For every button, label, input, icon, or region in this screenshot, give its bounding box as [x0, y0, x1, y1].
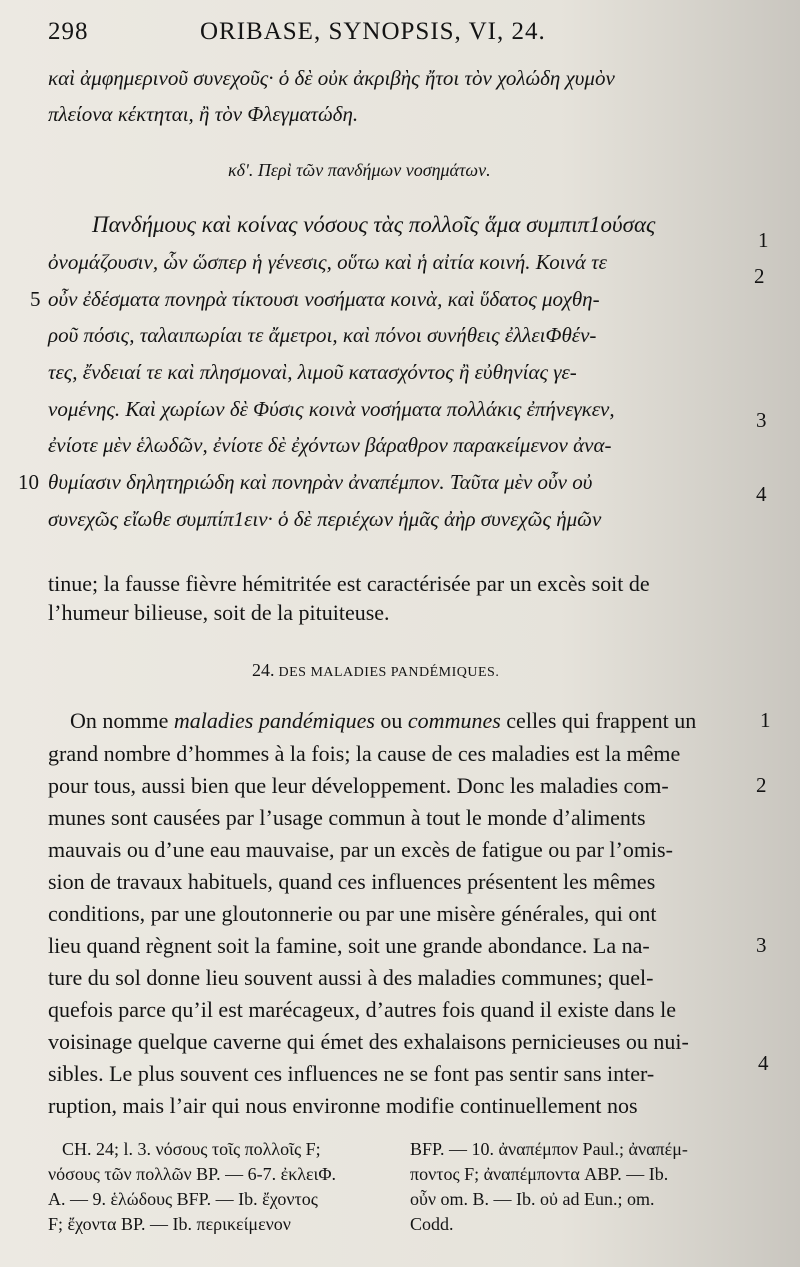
greek-line: θυμίασιν δηλητηριώδη καὶ πονηρὰν ἀναπέμπον. Ταῦτα μὲν οὖν οὐ	[48, 470, 593, 494]
french-line: conditions, par une gloutonnerie ou par une misère générales, qui ont	[48, 901, 657, 926]
term-maladies-pandemiques: maladies pandémiques	[173, 708, 375, 733]
greek-margin-number: 4	[756, 482, 767, 506]
greek-line: ροῦ πόσις, ταλαιπωρίαι τε ἄμετροι, καὶ πόνοι συνήθεις ἐλλειΦθέν-	[48, 323, 597, 347]
greek-line: ἐνίοτε μὲν ἑλωδῶν, ἐνίοτε δὲ ἐχόντων βάραθρον παρακείμενον ἀνα-	[48, 433, 612, 457]
greek-margin-number: 2	[754, 264, 765, 288]
greek-line-number: 10	[18, 470, 39, 494]
running-title: ORIBASE, SYNOPSIS, VI, 24.	[200, 18, 546, 45]
french-margin-number: 2	[756, 773, 767, 797]
french-margin-number: 1	[760, 708, 771, 732]
french-line: voisinage quelque caverne qui émet des exhalaisons pernicieuses ou nui-	[48, 1029, 689, 1054]
footnote-line: F; ἔχοντα BP. — Ib. περικείμενον	[48, 1214, 291, 1234]
greek-margin-number: 1	[758, 228, 769, 252]
greek-carry-line: πλείονα κέκτηται, ἢ τὸν Φλεγματώδη.	[48, 102, 359, 126]
page-number: 298	[48, 18, 89, 45]
greek-carry-line: καὶ ἀμφημερινοῦ συνεχοῦς· ὁ δὲ οὐκ ἀκριβὴς ἤτοι τὸν χολώδη χυμὸν	[48, 66, 615, 90]
french-line: lieu quand règnent soit la famine, soit une grande abondance. La na-	[48, 933, 650, 958]
footnote-line: οὖν om. B. — Ib. οὐ ad Eun.; om.	[410, 1189, 655, 1209]
section-number: 24.	[252, 660, 275, 680]
french-line: sibles. Le plus souvent ces influences ne se font pas sentir sans inter-	[48, 1061, 655, 1086]
french-margin-number: 3	[756, 933, 767, 957]
footnote-line: ποντος F; ἀναπέμποντα ABP. — Ib.	[410, 1164, 669, 1184]
greek-line: συνεχῶς εἴωθε συμπίπ1ειν· ὁ δὲ περιέχων ἡμᾶς ἀὴρ συνεχῶς ἡμῶν	[48, 507, 602, 531]
french-line: munes sont causées par l’usage commun à tout le monde d’aliments	[48, 805, 646, 830]
french-line: mauvais ou d’une eau mauvaise, par un excès de fatigue ou par l’omis-	[48, 837, 673, 862]
french-line: quefois parce qu’il est marécageux, d’autres fois quand il existe dans le	[48, 997, 676, 1022]
greek-section-heading: κδʹ. Περὶ τῶν πανδήμων νοσημάτων.	[228, 160, 491, 180]
greek-line: ὀνομάζουσιν, ὧν ὥσπερ ἡ γένεσις, οὕτω καὶ ἡ αἰτία κοινή. Κοινά τε	[48, 250, 607, 274]
french-line: On nomme maladies pandémiques ou communes celles qui frappent un	[70, 708, 697, 733]
term-communes: communes	[407, 708, 501, 733]
french-margin-number: 4	[758, 1051, 769, 1075]
french-line: ruption, mais l’air qui nous environne modifie continuellement nos	[48, 1093, 638, 1118]
greek-margin-number: 3	[756, 408, 767, 432]
french-carry-line: tinue; la fausse fièvre hémitritée est caractérisée par un excès soit de	[48, 571, 650, 596]
french-carry-line: l’humeur bilieuse, soit de la pituiteuse.	[48, 600, 390, 625]
section-title: DES MALADIES PANDÉMIQUES.	[278, 665, 500, 680]
footnote-line: A. — 9. ἑλώδους BFP. — Ib. ἔχοντος	[48, 1189, 318, 1209]
french-line: grand nombre d’hommes à la fois; la cause de ces maladies est la même	[48, 741, 681, 766]
footnote-line: νόσους τῶν πολλῶν BP. — 6-7. ἐκλειΦ.	[48, 1164, 337, 1184]
footnote-line: BFP. — 10. ἀναπέμπον Paul.; ἀναπέμ-	[410, 1139, 688, 1159]
french-line: sion de travaux habituels, quand ces influences présentent les mêmes	[48, 869, 656, 894]
greek-line: Πανδήμους καὶ κοίνας νόσους τὰς πολλοῖς ἅμα συμπιπ1ούσας	[92, 212, 656, 237]
footnote-line: CH. 24; l. 3. νόσους τοῖς πολλοῖς F;	[62, 1139, 321, 1159]
greek-line: τες, ἔνδειαί τε καὶ πλησμοναὶ, λιμοῦ κατασχόντος ἢ εὐθηνίας γε-	[48, 360, 577, 384]
greek-line: νομένης. Καὶ χωρίων δὲ Φύσις κοινὰ νοσήματα πολλάκις ἐπήνεγκεν,	[48, 397, 615, 421]
greek-line-number: 5	[30, 287, 41, 311]
footnote-line: Codd.	[410, 1214, 454, 1234]
french-line: ture du sol donne lieu souvent aussi à des maladies communes; quel-	[48, 965, 654, 990]
french-section-heading	[252, 660, 499, 681]
greek-line: οὖν ἐδέσματα πονηρὰ τίκτουσι νοσήματα κοινὰ, καὶ ὕδατος μοχθη-	[48, 287, 600, 311]
french-line: pour tous, aussi bien que leur développement. Donc les maladies com-	[48, 773, 669, 798]
